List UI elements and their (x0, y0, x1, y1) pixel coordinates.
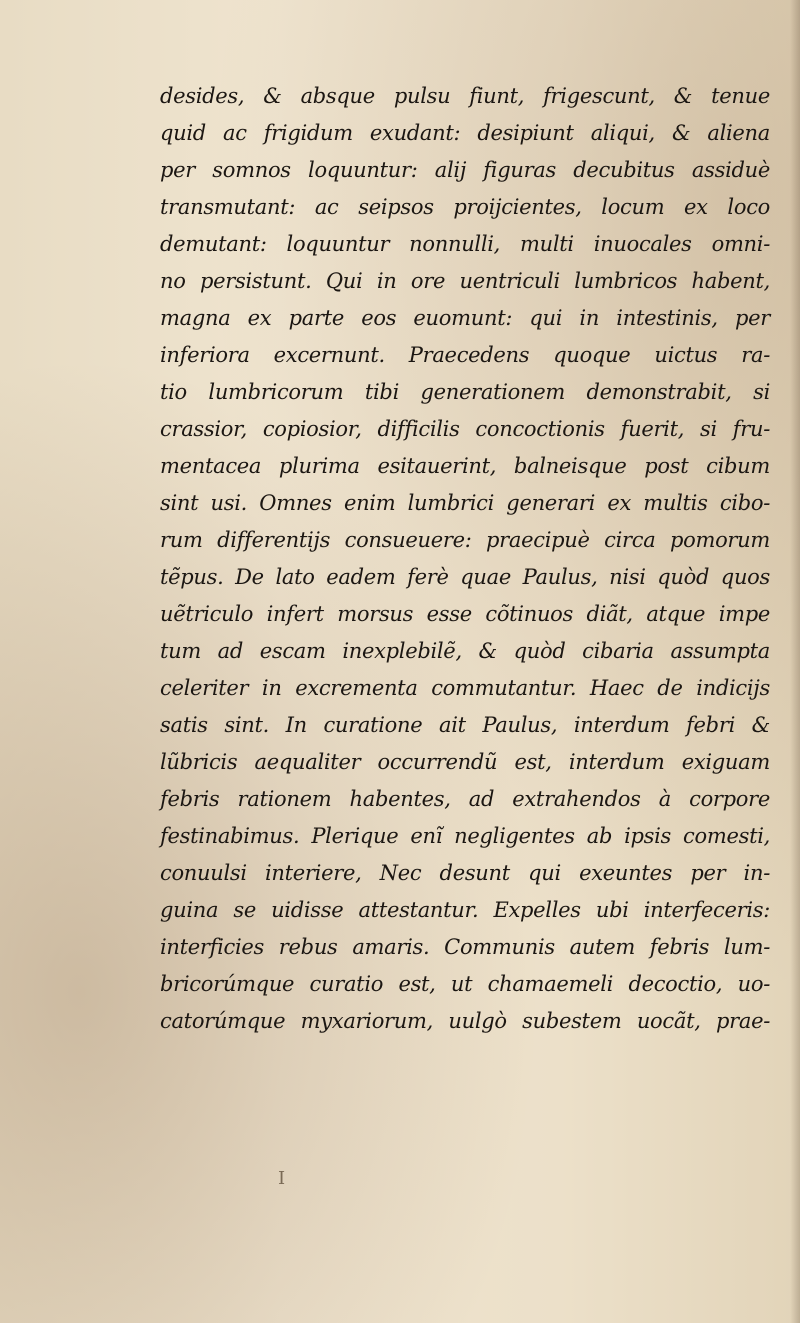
text-line: tẽpus. De lato eadem ferè quae Paulus, nisi quòd quos (160, 565, 770, 589)
page-edge-shadow (790, 0, 800, 1323)
text-line: guina se uidisse attestantur. Expelles ubi interfeceris: (160, 898, 770, 922)
text-line: sint usi. Omnes enim lumbrici generari ex multis cibo- (160, 491, 770, 515)
text-line: per somnos loquuntur: alij figuras decubitus assiduè (160, 158, 770, 182)
text-line: tum ad escam inexplebilẽ, & quòd cibaria assumpta (160, 639, 770, 663)
text-line: transmutant: ac seipsos proijcientes, locum ex loco (160, 195, 770, 219)
text-line: tio lumbricorum tibi generationem demonstrabit, si (160, 380, 770, 404)
text-line: bricorúmque curatio est, ut chamaemeli decoctio, uo- (160, 972, 770, 996)
body-text (160, 78, 770, 1040)
text-line: no persistunt. Qui in ore uentriculi lumbricos habent, (160, 269, 770, 293)
text-line: conuulsi interiere, Nec desunt qui exeuntes per in- (160, 861, 770, 885)
text-line: satis sint. In curatione ait Paulus, interdum febri & (160, 713, 770, 737)
text-line: uẽtriculo infert morsus esse cõtinuos diãt, atque impe (160, 602, 770, 626)
text-line: lũbricis aequaliter occurrendũ est, interdum exiguam (160, 750, 770, 774)
text-line: desides, & absque pulsu fiunt, frigescunt, & tenue (160, 84, 770, 108)
text-line: quid ac frigidum exudant: desipiunt aliqui, & aliena (160, 121, 770, 145)
text-line: inferiora excernunt. Praecedens quoque uictus ra- (160, 343, 770, 367)
text-line: magna ex parte eos euomunt: qui in intestinis, per (160, 306, 770, 330)
text-line: crassior, copiosior, difficilis concoctionis fuerit, si fru- (160, 417, 770, 441)
signature-mark: I (278, 1168, 286, 1189)
text-line: demutant: loquuntur nonnulli, multi inuocales omni- (160, 232, 770, 256)
text-line: febris rationem habentes, ad extrahendos à corpore (160, 787, 770, 811)
text-line: celeriter in excrementa commutantur. Haec de indicijs (160, 676, 770, 700)
text-line: festinabimus. Plerique enĩ negligentes ab ipsis comesti, (160, 824, 770, 848)
text-line: interficies rebus amaris. Communis autem febris lum- (160, 935, 770, 959)
text-line: mentacea plurima esitauerint, balneisque post cibum (160, 454, 770, 478)
text-line: catorúmque myxariorum, uulgò subestem uocãt, prae- (160, 1009, 770, 1033)
text-line: rum differentijs consueuere: praecipuè circa pomorum (160, 528, 770, 552)
